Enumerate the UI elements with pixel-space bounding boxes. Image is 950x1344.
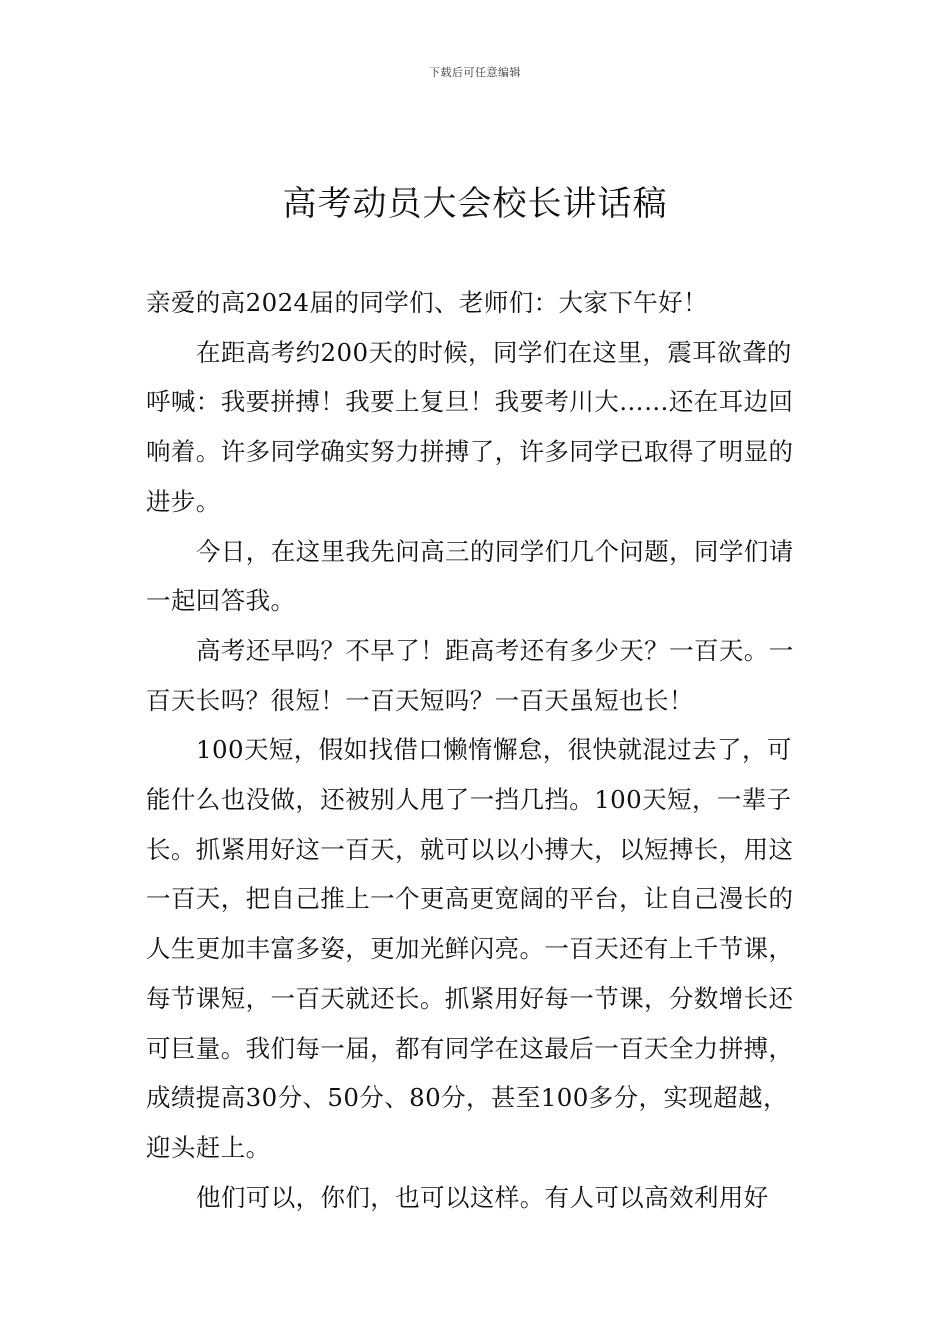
document-title: 高考动员大会校长讲话稿 [282, 184, 668, 224]
document-body [146, 278, 806, 1222]
greeting-paragraph: 亲爱的高2024届的同学们、老师们：大家下午好！ [146, 288, 708, 317]
body-paragraph: 他们可以，你们，也可以这样。有人可以高效利用好 [196, 1182, 769, 1212]
body-paragraph: 高考还早吗？不早了！距高考还有多少天？一百天。一百天长吗？很短！一百天短吗？一百天虽短也长！ [146, 635, 794, 715]
header-note: 下载后可任意编辑 [429, 66, 521, 79]
body-paragraph: 在距高考约200天的时候，同学们在这里，震耳欲聋的呼喊：我要拼搏！我要上复旦！我要考川大……还在耳边回响着。许多同学确实努力拼搏了，许多同学已取得了明显的进步。 [146, 337, 794, 516]
body-paragraph: 今日，在这里我先问高三的同学们几个问题，同学们请一起回答我。 [146, 536, 794, 616]
body-paragraph: 100天短，假如找借口懒惰懈怠，很快就混过去了，可能什么也没做，还被别人甩了一挡几挡。100天短，一辈子长。抓紧用好这一百天，就可以以小搏大，以短搏长，用这一百天，把自己推上一个更高更宽阔的平台，让自己漫长的人生更加丰富多姿，更加光鲜闪亮。一百天还有上千节课，每节课短，一百天就还长。抓紧用好每一节课，分数增长还可巨量。我们每一届，都有同学在这最后一百天全力拼搏，成绩提高30分、50分、80分，甚至100多分，实现超越，迎头赶上。 [146, 735, 794, 1162]
